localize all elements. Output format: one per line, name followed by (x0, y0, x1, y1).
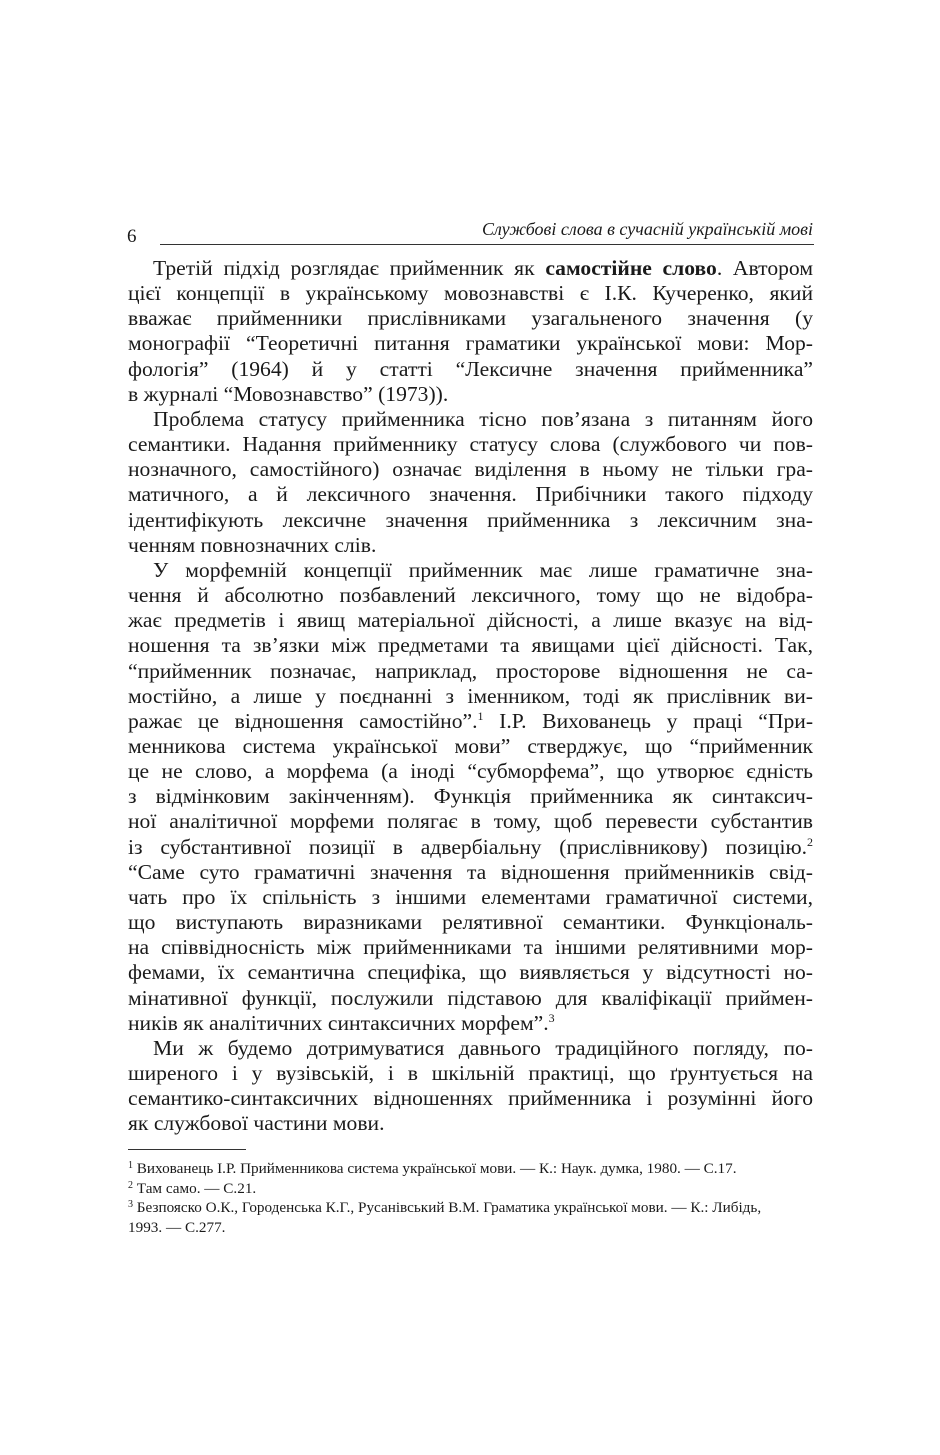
text-line: на співвідносність між прийменниками та іншими релятивними мор- (128, 935, 813, 960)
text-line: що виступають виразниками релятивної семантики. Функціональ- (128, 910, 813, 935)
footnotes (128, 1159, 813, 1237)
main-text (128, 256, 813, 1136)
text-line: чать про їх спільність з іншими елементами граматичної системи, (128, 884, 813, 909)
text-line: ників як аналітичних синтаксичних морфем”.$^3$ (128, 1010, 555, 1035)
footnote-rule (128, 1149, 246, 1150)
footnote-ref: 2 (807, 834, 813, 849)
text-line: жає предметів і явищ матеріальної дійсності, а лише вказує на від- (128, 608, 813, 633)
text-line: як службової частини мови. (128, 1111, 385, 1136)
footnote-mark: 2 (128, 1179, 133, 1191)
text-line: з відмінковим закінченням). Функція прийменника як синтаксич- (128, 784, 813, 809)
footnote-mark: 3 (128, 1199, 133, 1210)
text-line: монографії “Теоретичні питання граматики української мови: Мор- (128, 331, 813, 356)
text-line: Третій підхід розглядає прийменник як самостійне слово. Автором (153, 256, 813, 280)
text-line: ношення та зв’язки між предметами та явищами цієї дійсності. Так, (128, 633, 813, 658)
footnote-mark: 1 (128, 1160, 133, 1171)
text-line: Проблема статусу прийменника тісно пов’язана з питанням його (153, 406, 813, 431)
footnote-ref: 3 (548, 1010, 555, 1025)
header-rule (160, 244, 814, 245)
bold-term: самостійне слово (545, 256, 717, 280)
page-number: 6 (127, 226, 137, 247)
footnote: $^3$ Безпояско О.К., Городенська К.Г., Русанівський В.М. Граматика української мови. — К.: Либідь, (128, 1199, 762, 1216)
text-line: ченням повнозначних слів. (128, 532, 377, 557)
text-line: вважає прийменники прислівниками узагальненого значення (у (128, 306, 813, 331)
footnote: 1993. — С.277. (128, 1218, 226, 1236)
text-line: фологія” (1964) й у статті “Лексичне значення прийменника” (128, 356, 813, 381)
text-line: матичного, а й лексичного значення. Прибічники такого підходу (128, 482, 813, 507)
text-line: менникова система української мови” стверджує, що “прийменник (128, 733, 813, 758)
text-line: нозначного, самостійного) означає виділення в ньому не тільки гра- (128, 457, 813, 482)
text-line: семантики. Надання прийменнику статусу слова (службового чи пов- (128, 432, 813, 457)
text-line: чення й абсолютно позбавлений лексичного, тому що не відобра- (128, 583, 813, 608)
text-line: це не слово, а морфема (а іноді “субморфема”, що утворює єдність (128, 759, 813, 784)
text-line: ної аналітичної морфеми полягає в тому, щоб перевести субстантив (128, 809, 813, 834)
footnote-ref: 1 (477, 708, 484, 723)
text-line: із субстантивної позиції в адвербіальну (прислівникову) позицію.$^2$ (128, 834, 813, 859)
text-line: в журналі “Мовознавство” (1973)). (128, 381, 449, 406)
footnote: $^2$ Там само. — С.21. (128, 1179, 257, 1197)
text-line: “Саме суто граматичні значення та відношення прийменників свід- (128, 859, 813, 884)
text-line: цієї концепції в українському мовознавстві є І.К. Кучеренко, який (128, 281, 813, 306)
running-title: Службові слова в сучасній українській мові (482, 219, 813, 239)
text-line: Ми ж будемо дотримуватися давнього традиційного погляду, по- (153, 1035, 813, 1060)
text-line: У морфемній концепції прийменник має лише граматичне зна- (153, 557, 813, 582)
text-line: мостійно, а лише у поєднанні з іменником, тоді як прислівник ви- (128, 683, 813, 708)
text-line: ражає це відношення самостійно”.$^1$ І.Р. Вихованець у праці “При- (128, 708, 814, 733)
footnote: $^1$ Вихованець І.Р. Прийменникова система української мови. — К.: Наук. думка, 1980. — С.17. (128, 1160, 737, 1177)
text-line: семантико-синтаксичних відношеннях прийменника і розумінні його (128, 1086, 813, 1111)
text-line: фемами, їх семантична специфіка, що виявляється у відсутності но- (128, 960, 813, 985)
text-line: мінативної функції, послужили підставою для кваліфікації приймен- (128, 985, 813, 1010)
text-line: ширеного і у вузівській, і в шкільній практиці, що ґрунтується на (128, 1061, 813, 1085)
text-line: ідентифікують лексичне значення прийменника з лексичним зна- (128, 507, 813, 532)
text-line: “прийменник позначає, наприклад, просторове відношення не са- (128, 658, 813, 683)
